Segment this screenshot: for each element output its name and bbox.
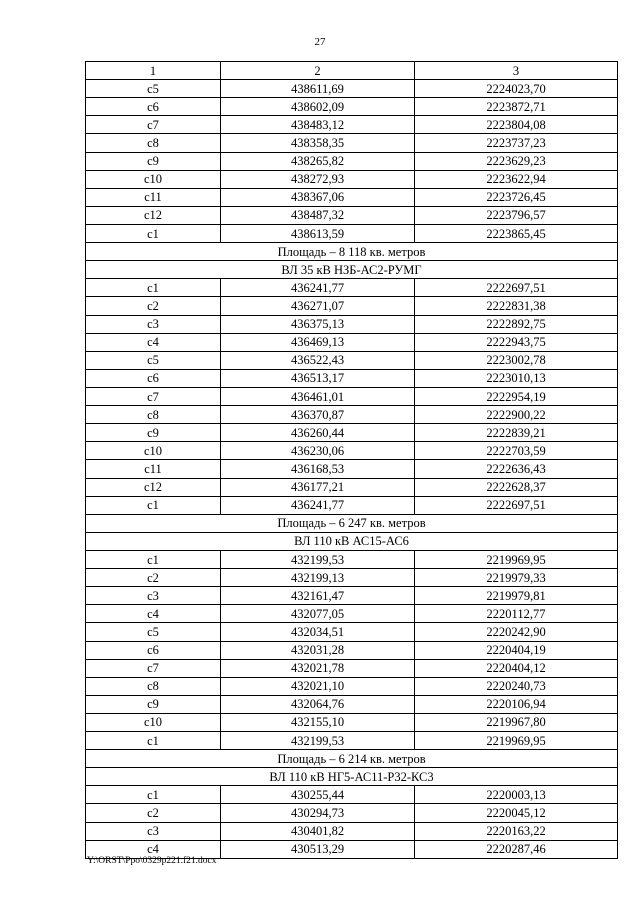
y-coordinate-cell: 2223796,57 xyxy=(415,206,618,224)
point-label-cell: с7 xyxy=(86,659,221,677)
point-label-cell: с11 xyxy=(86,460,221,478)
y-coordinate-cell: 2220112,77 xyxy=(415,605,618,623)
y-coordinate-cell: 2222697,51 xyxy=(415,279,618,297)
table-row xyxy=(86,478,618,496)
table-header-row xyxy=(86,62,618,80)
column-header-point: 1 xyxy=(86,62,221,80)
x-coordinate-cell: 432031,28 xyxy=(221,641,415,659)
point-label-cell: с10 xyxy=(86,170,221,188)
section-heading-cell: Площадь – 6 247 кв. метров xyxy=(86,514,618,532)
table-row xyxy=(86,641,618,659)
x-coordinate-cell: 430513,29 xyxy=(221,840,415,858)
point-label-cell: с7 xyxy=(86,116,221,134)
y-coordinate-cell: 2220240,73 xyxy=(415,677,618,695)
point-label-cell: с6 xyxy=(86,641,221,659)
y-coordinate-cell: 2222703,59 xyxy=(415,442,618,460)
section-heading-cell: ВЛ 110 кВ НГ5-АС11-Р32-КС3 xyxy=(86,768,618,786)
table-row xyxy=(86,732,618,750)
point-label-cell: с1 xyxy=(86,550,221,568)
y-coordinate-cell: 2219969,95 xyxy=(415,732,618,750)
y-coordinate-cell: 2220106,94 xyxy=(415,695,618,713)
table-row xyxy=(86,569,618,587)
table-row xyxy=(86,387,618,405)
point-label-cell: с3 xyxy=(86,587,221,605)
section-heading-cell: Площадь – 6 214 кв. метров xyxy=(86,750,618,768)
table-row xyxy=(86,587,618,605)
point-label-cell: с4 xyxy=(86,333,221,351)
x-coordinate-cell: 436230,06 xyxy=(221,442,415,460)
point-label-cell: с6 xyxy=(86,98,221,116)
y-coordinate-cell: 2222628,37 xyxy=(415,478,618,496)
section-heading-cell: ВЛ 110 кВ АС15-АС6 xyxy=(86,532,618,550)
table-row xyxy=(86,623,618,641)
point-label-cell: с9 xyxy=(86,695,221,713)
table-row xyxy=(86,224,618,242)
point-label-cell: с5 xyxy=(86,623,221,641)
y-coordinate-cell: 2223010,13 xyxy=(415,369,618,387)
y-coordinate-cell: 2223865,45 xyxy=(415,224,618,242)
x-coordinate-cell: 432034,51 xyxy=(221,623,415,641)
y-coordinate-cell: 2220003,13 xyxy=(415,786,618,804)
point-label-cell: с9 xyxy=(86,152,221,170)
x-coordinate-cell: 436168,53 xyxy=(221,460,415,478)
y-coordinate-cell: 2220163,22 xyxy=(415,822,618,840)
y-coordinate-cell: 2220045,12 xyxy=(415,804,618,822)
table-row xyxy=(86,713,618,731)
x-coordinate-cell: 436375,13 xyxy=(221,315,415,333)
table-row xyxy=(86,460,618,478)
y-coordinate-cell: 2224023,70 xyxy=(415,80,618,98)
x-coordinate-cell: 436177,21 xyxy=(221,478,415,496)
point-label-cell: с7 xyxy=(86,387,221,405)
point-label-cell: с6 xyxy=(86,369,221,387)
table-row xyxy=(86,297,618,315)
x-coordinate-cell: 430294,73 xyxy=(221,804,415,822)
point-label-cell: с1 xyxy=(86,496,221,514)
x-coordinate-cell: 432199,53 xyxy=(221,732,415,750)
point-label-cell: с12 xyxy=(86,478,221,496)
point-label-cell: с2 xyxy=(86,804,221,822)
x-coordinate-cell: 438613,59 xyxy=(221,224,415,242)
point-label-cell: с9 xyxy=(86,424,221,442)
point-label-cell: с3 xyxy=(86,315,221,333)
x-coordinate-cell: 432021,78 xyxy=(221,659,415,677)
table-row xyxy=(86,424,618,442)
table-row xyxy=(86,496,618,514)
point-label-cell: с10 xyxy=(86,713,221,731)
x-coordinate-cell: 436513,17 xyxy=(221,369,415,387)
x-coordinate-cell: 436461,01 xyxy=(221,387,415,405)
coordinates-table xyxy=(85,61,618,859)
section-row xyxy=(86,261,618,279)
y-coordinate-cell: 2220404,12 xyxy=(415,659,618,677)
x-coordinate-cell: 436522,43 xyxy=(221,351,415,369)
point-label-cell: с8 xyxy=(86,406,221,424)
point-label-cell: с1 xyxy=(86,732,221,750)
y-coordinate-cell: 2223622,94 xyxy=(415,170,618,188)
table-row xyxy=(86,116,618,134)
page-number: 27 xyxy=(314,36,326,48)
y-coordinate-cell: 2220404,19 xyxy=(415,641,618,659)
x-coordinate-cell: 432199,13 xyxy=(221,569,415,587)
x-coordinate-cell: 430401,82 xyxy=(221,822,415,840)
point-label-cell: с1 xyxy=(86,224,221,242)
y-coordinate-cell: 2220287,46 xyxy=(415,840,618,858)
x-coordinate-cell: 436241,77 xyxy=(221,279,415,297)
y-coordinate-cell: 2223002,78 xyxy=(415,351,618,369)
x-coordinate-cell: 438487,32 xyxy=(221,206,415,224)
x-coordinate-cell: 432155,10 xyxy=(221,713,415,731)
x-coordinate-cell: 436271,07 xyxy=(221,297,415,315)
column-header-x: 2 xyxy=(221,62,415,80)
table-row xyxy=(86,442,618,460)
table-row xyxy=(86,804,618,822)
y-coordinate-cell: 2223726,45 xyxy=(415,188,618,206)
table-row xyxy=(86,279,618,297)
section-row xyxy=(86,514,618,532)
x-coordinate-cell: 438611,69 xyxy=(221,80,415,98)
y-coordinate-cell: 2222831,38 xyxy=(415,297,618,315)
point-label-cell: с5 xyxy=(86,80,221,98)
table-row xyxy=(86,188,618,206)
point-label-cell: с5 xyxy=(86,351,221,369)
point-label-cell: с1 xyxy=(86,279,221,297)
point-label-cell: с4 xyxy=(86,840,221,858)
x-coordinate-cell: 438483,12 xyxy=(221,116,415,134)
table-row xyxy=(86,605,618,623)
table-row xyxy=(86,315,618,333)
table-row xyxy=(86,659,618,677)
table-row xyxy=(86,369,618,387)
section-heading-cell: Площадь – 8 118 кв. метров xyxy=(86,243,618,261)
point-label-cell: с8 xyxy=(86,134,221,152)
point-label-cell: с3 xyxy=(86,822,221,840)
point-label-cell: с11 xyxy=(86,188,221,206)
point-label-cell: с1 xyxy=(86,786,221,804)
x-coordinate-cell: 438265,82 xyxy=(221,152,415,170)
y-coordinate-cell: 2219979,81 xyxy=(415,587,618,605)
table-row xyxy=(86,550,618,568)
y-coordinate-cell: 2222892,75 xyxy=(415,315,618,333)
y-coordinate-cell: 2222943,75 xyxy=(415,333,618,351)
x-coordinate-cell: 432064,76 xyxy=(221,695,415,713)
table-row xyxy=(86,206,618,224)
x-coordinate-cell: 432199,53 xyxy=(221,550,415,568)
x-coordinate-cell: 432161,47 xyxy=(221,587,415,605)
point-label-cell: с10 xyxy=(86,442,221,460)
table-row xyxy=(86,80,618,98)
x-coordinate-cell: 430255,44 xyxy=(221,786,415,804)
y-coordinate-cell: 2223804,08 xyxy=(415,116,618,134)
y-coordinate-cell: 2223737,23 xyxy=(415,134,618,152)
section-row xyxy=(86,243,618,261)
section-row xyxy=(86,750,618,768)
y-coordinate-cell: 2219979,33 xyxy=(415,569,618,587)
table-row xyxy=(86,786,618,804)
table-row xyxy=(86,152,618,170)
y-coordinate-cell: 2223872,71 xyxy=(415,98,618,116)
table-row xyxy=(86,695,618,713)
y-coordinate-cell: 2219967,80 xyxy=(415,713,618,731)
x-coordinate-cell: 436260,44 xyxy=(221,424,415,442)
point-label-cell: с2 xyxy=(86,569,221,587)
x-coordinate-cell: 436241,77 xyxy=(221,496,415,514)
footer-file-path: Y:\ORST\Ppo\0329p221.f21.docx xyxy=(87,856,217,866)
x-coordinate-cell: 438367,06 xyxy=(221,188,415,206)
y-coordinate-cell: 2220242,90 xyxy=(415,623,618,641)
table-row xyxy=(86,406,618,424)
column-header-y: 3 xyxy=(415,62,618,80)
point-label-cell: с4 xyxy=(86,605,221,623)
table-row xyxy=(86,351,618,369)
x-coordinate-cell: 438272,93 xyxy=(221,170,415,188)
x-coordinate-cell: 436469,13 xyxy=(221,333,415,351)
point-label-cell: с12 xyxy=(86,206,221,224)
x-coordinate-cell: 432021,10 xyxy=(221,677,415,695)
coordinates-table-body xyxy=(86,62,618,859)
table-row xyxy=(86,677,618,695)
y-coordinate-cell: 2222636,43 xyxy=(415,460,618,478)
point-label-cell: с2 xyxy=(86,297,221,315)
table-row xyxy=(86,822,618,840)
table-row xyxy=(86,333,618,351)
table-row xyxy=(86,134,618,152)
x-coordinate-cell: 438358,35 xyxy=(221,134,415,152)
section-row xyxy=(86,532,618,550)
table-row xyxy=(86,170,618,188)
y-coordinate-cell: 2222839,21 xyxy=(415,424,618,442)
point-label-cell: с8 xyxy=(86,677,221,695)
y-coordinate-cell: 2219969,95 xyxy=(415,550,618,568)
x-coordinate-cell: 438602,09 xyxy=(221,98,415,116)
section-heading-cell: ВЛ 35 кВ НЗБ-АС2-РУМГ xyxy=(86,261,618,279)
y-coordinate-cell: 2222954,19 xyxy=(415,387,618,405)
table-row xyxy=(86,98,618,116)
y-coordinate-cell: 2222697,51 xyxy=(415,496,618,514)
section-row xyxy=(86,768,618,786)
x-coordinate-cell: 432077,05 xyxy=(221,605,415,623)
y-coordinate-cell: 2223629,23 xyxy=(415,152,618,170)
x-coordinate-cell: 436370,87 xyxy=(221,406,415,424)
y-coordinate-cell: 2222900,22 xyxy=(415,406,618,424)
